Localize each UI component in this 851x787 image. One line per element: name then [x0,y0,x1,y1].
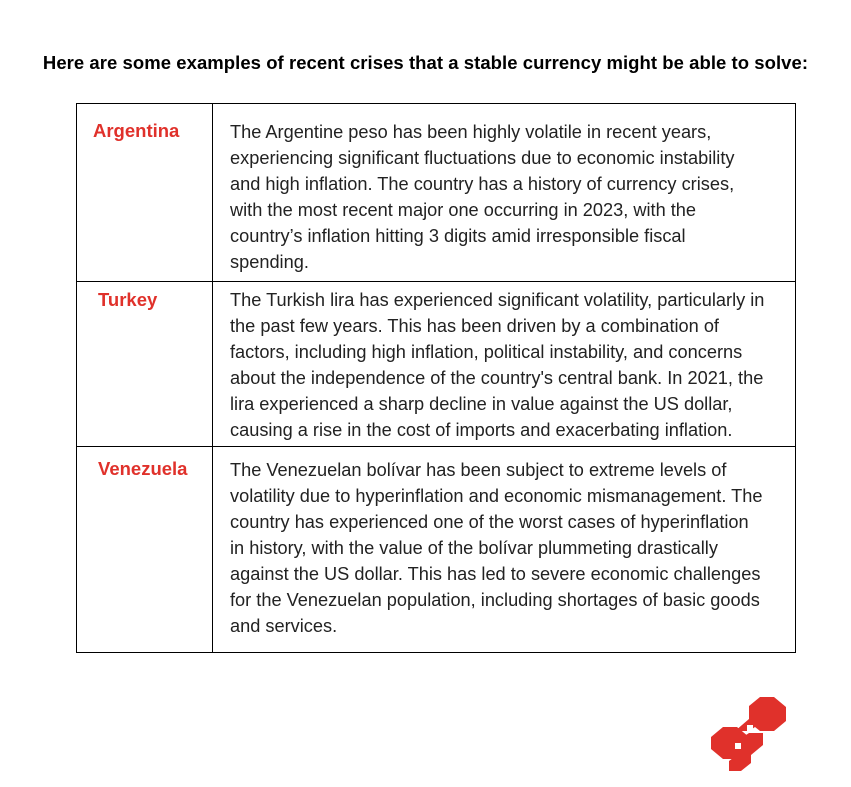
country-cell [77,282,213,447]
country-name: Turkey [98,289,158,310]
country-description: The Argentine peso has been highly volatile in recent years, experiencing significant fluctuations due to economic instability and high inflation. The country has a history of currency crises, with the most recent major one occurring in 2023, with the country’s inflation hitting 3 digits amid irresponsible fiscal spending. [230,122,735,272]
table-row [77,104,796,282]
country-description: The Turkish lira has experienced significant volatility, particularly in the past few years. This has been driven by a combination of factors, including high inflation, political instability, and concerns about the independence of the country's central bank. In 2021, the lira experienced a sharp decline in value against the US dollar, causing a rise in the cost of imports and exacerbating inflation. [230,290,765,440]
country-cell [77,447,213,653]
description-cell [213,104,796,282]
crises-table [76,103,796,653]
brand-logo-icon [711,697,786,771]
country-name: Venezuela [98,458,188,479]
table-row [77,447,796,653]
country-description: The Venezuelan bolívar has been subject to extreme levels of volatility due to hyperinflation and economic mismanagement. The country has experienced one of the worst cases of hyperinflation in history, with the value of the bolívar plummeting drastically against the US dollar. This has led to severe economic challenges for the Venezuelan population, including shortages of basic goods and services. [230,460,763,636]
table-row [77,282,796,447]
page-heading: Here are some examples of recent crises that a stable currency might be able to solve: [42,52,809,73]
description-cell [213,447,796,653]
country-name: Argentina [93,120,180,141]
description-cell [213,282,796,447]
country-cell [77,104,213,282]
